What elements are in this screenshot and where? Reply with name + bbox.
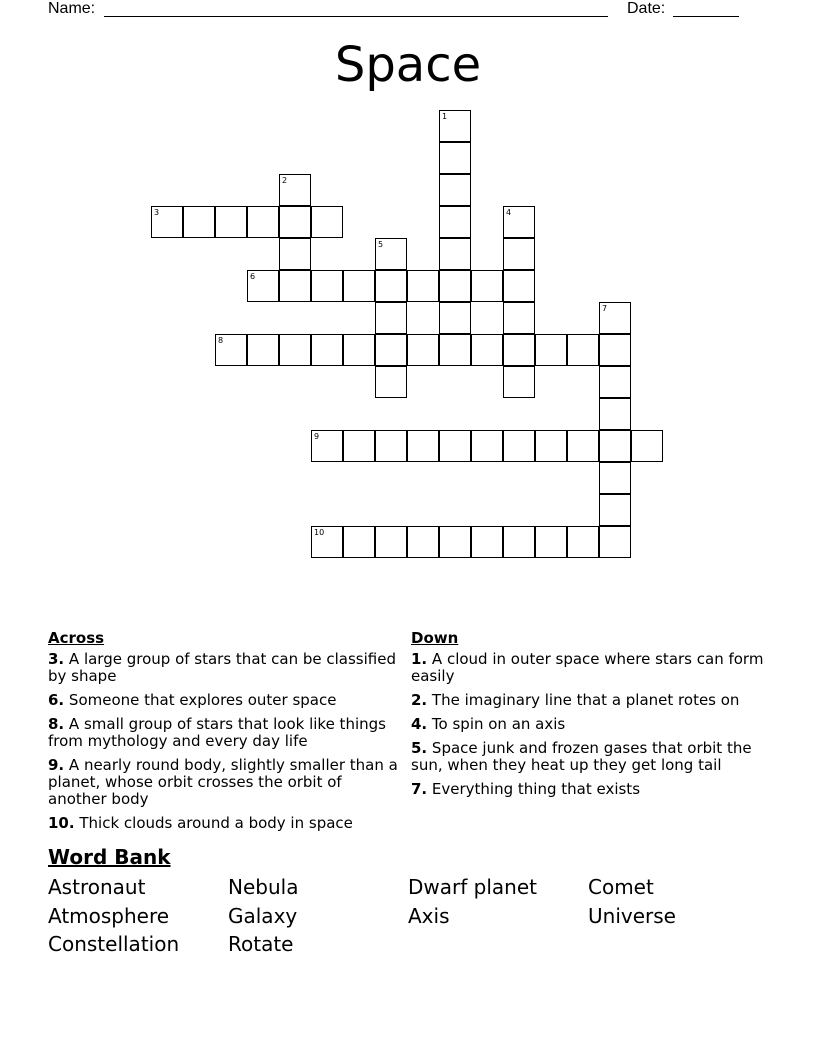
clue-number-10: 10	[314, 528, 325, 537]
crossword-cell[interactable]	[247, 206, 279, 238]
crossword-cell[interactable]	[215, 206, 247, 238]
across-clue-10: 10. Thick clouds around a body in space	[48, 814, 353, 832]
crossword-cell[interactable]	[535, 430, 567, 462]
crossword-cell[interactable]	[439, 430, 471, 462]
crossword-cell[interactable]	[407, 526, 439, 558]
crossword-cell[interactable]	[311, 270, 343, 302]
crossword-cell[interactable]	[407, 430, 439, 462]
crossword-cell[interactable]	[535, 334, 567, 366]
across-clues	[48, 630, 398, 839]
crossword-cell[interactable]	[503, 270, 535, 302]
crossword-cell[interactable]	[599, 526, 631, 558]
crossword-cell[interactable]	[471, 430, 503, 462]
across-clue-3: 3. A large group of stars that can be classified by shape	[48, 650, 396, 685]
crossword-cell[interactable]	[343, 430, 375, 462]
word-bank-item: Astronaut	[48, 875, 146, 899]
crossword-cell[interactable]	[599, 366, 631, 398]
crossword-cell[interactable]	[503, 302, 535, 334]
crossword-cell[interactable]	[535, 526, 567, 558]
crossword-cell[interactable]	[567, 334, 599, 366]
down-clue-5: 5. Space junk and frozen gases that orbit the sun, when they heat up they get long tail	[411, 739, 752, 774]
crossword-cell[interactable]	[311, 206, 343, 238]
down-clues	[411, 630, 773, 805]
across-heading: Across	[48, 629, 105, 647]
crossword-cell[interactable]	[471, 526, 503, 558]
clue-number-2: 2	[282, 176, 288, 185]
crossword-cell[interactable]	[439, 334, 471, 366]
crossword-cell[interactable]	[407, 270, 439, 302]
crossword-cell[interactable]	[439, 174, 471, 206]
date-label: Date:	[627, 0, 666, 17]
word-bank-item: Dwarf planet	[408, 875, 537, 899]
clue-number-3: 3	[154, 208, 160, 217]
crossword-cell[interactable]	[375, 302, 407, 334]
crossword-cell[interactable]	[407, 334, 439, 366]
word-bank-item: Comet	[588, 875, 654, 899]
clue-number-5: 5	[378, 240, 384, 249]
clue-number-4: 4	[506, 208, 512, 217]
across-clue-9: 9. A nearly round body, slightly smaller than a planet, whose orbit crosses the orbit of another body	[48, 756, 398, 808]
word-bank-item: Universe	[588, 904, 676, 928]
word-bank-title: Word Bank	[48, 845, 171, 869]
clue-number-9: 9	[314, 432, 320, 441]
crossword-cell[interactable]	[343, 526, 375, 558]
clue-number-1: 1	[442, 112, 448, 121]
crossword-cell[interactable]	[375, 334, 407, 366]
word-bank-item: Constellation	[48, 932, 180, 956]
crossword-cell[interactable]	[503, 430, 535, 462]
crossword-cell[interactable]	[599, 462, 631, 494]
crossword-cell[interactable]	[503, 238, 535, 270]
down-clue-1: 1. A cloud in outer space where stars can form easily	[411, 650, 764, 685]
crossword-cell[interactable]	[375, 270, 407, 302]
crossword-cell[interactable]	[503, 334, 535, 366]
crossword-cell[interactable]	[439, 238, 471, 270]
across-clue-8: 8. A small group of stars that look like things from mythology and every day life	[48, 715, 386, 750]
clue-number-6: 6	[250, 272, 256, 281]
crossword-cell[interactable]	[567, 526, 599, 558]
crossword-cell[interactable]	[279, 334, 311, 366]
crossword-cell[interactable]	[471, 270, 503, 302]
down-clue-7: 7. Everything thing that exists	[411, 780, 641, 798]
down-heading: Down	[411, 629, 459, 647]
crossword-cell[interactable]	[247, 334, 279, 366]
page-title: Space	[334, 37, 482, 93]
name-label: Name:	[48, 0, 96, 17]
crossword-cell[interactable]	[439, 142, 471, 174]
crossword-cell[interactable]	[439, 206, 471, 238]
down-clue-2: 2. The imaginary line that a planet rotes on	[411, 691, 740, 709]
crossword-cell[interactable]	[439, 270, 471, 302]
crossword-cell[interactable]	[375, 366, 407, 398]
word-bank-item: Axis	[408, 904, 450, 928]
crossword-cell[interactable]	[471, 334, 503, 366]
word-bank-item: Rotate	[228, 932, 294, 956]
word-bank-item: Nebula	[228, 875, 299, 899]
crossword-cell[interactable]	[439, 302, 471, 334]
crossword-cell[interactable]	[375, 430, 407, 462]
crossword-cell[interactable]	[631, 430, 663, 462]
crossword-cell[interactable]	[279, 206, 311, 238]
crossword-cell[interactable]	[599, 494, 631, 526]
clue-number-8: 8	[218, 336, 224, 345]
down-clue-4: 4. To spin on an axis	[411, 715, 566, 733]
word-bank-item: Atmosphere	[48, 904, 170, 928]
crossword-cell[interactable]	[343, 270, 375, 302]
crossword-cell[interactable]	[503, 526, 535, 558]
crossword-cell[interactable]	[439, 526, 471, 558]
crossword-cell[interactable]	[375, 526, 407, 558]
crossword-cell[interactable]	[343, 334, 375, 366]
crossword-cell[interactable]	[503, 366, 535, 398]
crossword-cell[interactable]	[567, 430, 599, 462]
clue-number-7: 7	[602, 304, 608, 313]
crossword-cell[interactable]	[311, 334, 343, 366]
crossword-cell[interactable]	[183, 206, 215, 238]
crossword-cell[interactable]	[279, 270, 311, 302]
across-clue-6: 6. Someone that explores outer space	[48, 691, 337, 709]
word-bank-item: Galaxy	[228, 904, 298, 928]
crossword-cell[interactable]	[599, 430, 631, 462]
crossword-cell[interactable]	[599, 334, 631, 366]
crossword-cell[interactable]	[279, 238, 311, 270]
crossword-cell[interactable]	[599, 398, 631, 430]
